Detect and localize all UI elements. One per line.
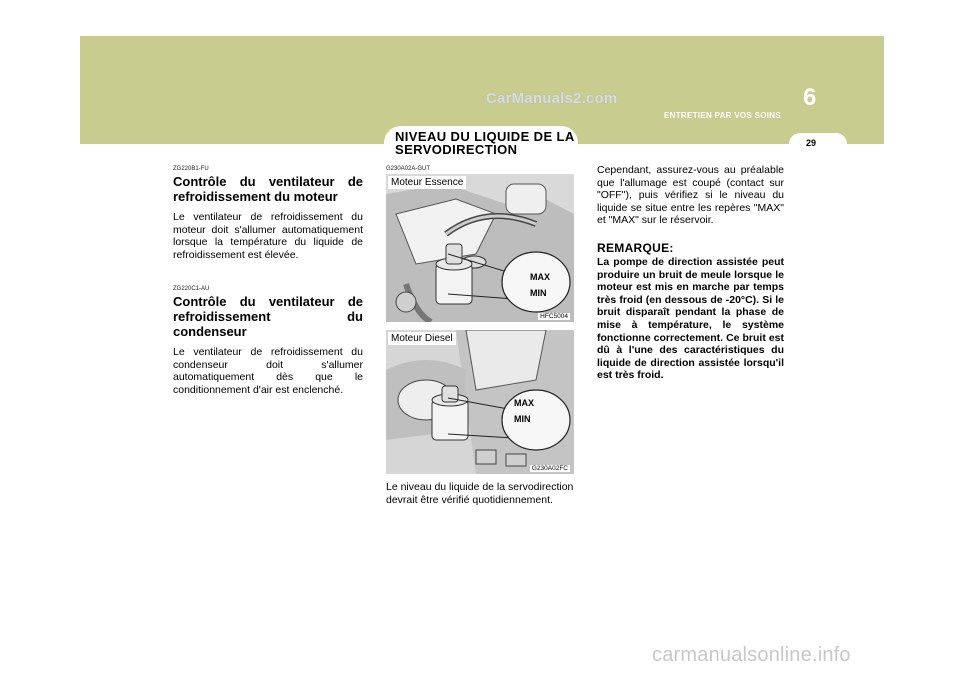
chapter-number: 6 [803,84,817,111]
max-mark: MAX [514,398,534,408]
block-body: Le ventilateur de refroidissement du moteur doit s'allumer automatiquement lorsque la température du liquide de refroidissement est élevée. [173,211,363,261]
chapter-title: ENTRETIEN PAR VOS SOINS [664,111,781,120]
engine-illustration [386,174,574,322]
engine-illustration [386,330,574,474]
block-code: ZG220B1-FU [173,166,209,172]
engine-photo-petrol [386,174,574,322]
max-mark: MAX [530,272,550,282]
block-code: ZG220C1-AU [173,286,210,292]
engine-photo-diesel [386,330,574,474]
watermark-bottom: carmanualsonline.info [652,644,851,666]
photo-caption: Le niveau du liquide de la servodirection devrait être vérifié quotidiennement. [386,481,574,506]
remark-title: REMARQUE: [597,240,674,255]
right-column [597,164,784,382]
page-number: 29 [805,138,816,148]
block-heading: Contrôle du ventilateur de refroidissement du condenseur [173,294,363,339]
photo-label: Moteur Diesel [388,332,456,345]
left-column [173,166,363,396]
photo-code: G230A02FC [531,465,568,472]
photo-code: HFC5004 [540,313,568,320]
remark-body: La pompe de direction assistée peut produire un bruit de meule lorsque le moteur est mis en marche par temps très froid (en dessous de -20°C). Si le bruit disparaît pendant la phase de mise à température, le système fonctionne correctement. Ce bruit est dû à l'une des caractéristiques du liquide de direction assistée lorsqu'il est très froid. [597,255,784,382]
min-mark: MIN [530,288,547,298]
watermark-top: CarManuals2.com [486,90,618,107]
block-fan-engine [173,166,363,261]
section-title: NIVEAU DU LIQUIDE DE LA SERVODIRECTION [395,129,575,157]
block-fan-condenser [173,286,363,396]
section-code: G230A02A-GUT [386,166,431,172]
block-heading: Contrôle du ventilateur de refroidissement du moteur [173,174,363,204]
min-mark: MIN [514,414,531,424]
instruction-text: Cependant, assurez-vous au préalable que l'allumage est coupé (contact sur "OFF"), puis vérifiez si le niveau du liquide se situe entre les repères "MAX" et "MAX" sur le réservoir. [597,164,784,227]
photo-label: Moteur Essence [388,176,466,189]
block-body: Le ventilateur de refroidissement du condenseur doit s'allumer automatiquement dès que le conditionnement d'air est enclenché. [173,346,363,396]
